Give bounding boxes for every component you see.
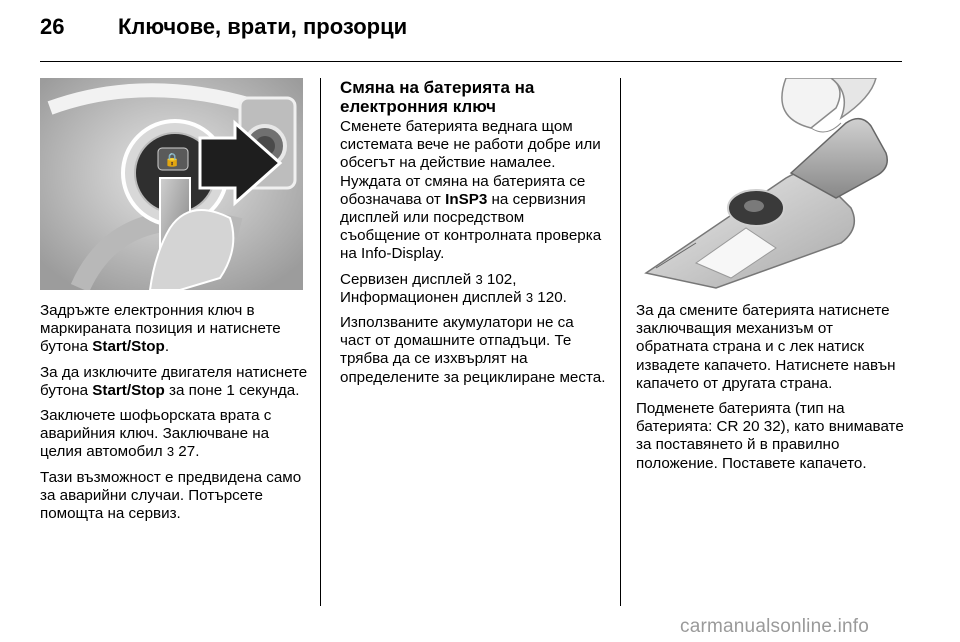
paragraph: Подменете батерията (тип на батерията: CR 20 32), като внимавате за поставянето й в правилно положение. Поставете капачето. (636, 400, 904, 472)
page-number: 26 (40, 14, 65, 39)
column-2-text (340, 78, 608, 394)
text-run: . (562, 288, 567, 306)
column-3-text (636, 302, 906, 480)
key-fob-slot-illustration (40, 78, 303, 290)
paragraph: Използваните акумулатори не са част от домашните отпадъци. Те трябва да се изхвърлят на определените за рециклиране места. (340, 314, 606, 386)
text-run: . (164, 338, 170, 356)
paragraph (40, 302, 312, 357)
paragraph (40, 364, 312, 400)
svg-text:🔒: 🔒 (164, 153, 181, 168)
page-ref-arrow-icon: 3 (475, 271, 483, 287)
text-run: Сменете батерията веднага щом системата вече не работи добре или обсегът на действие намалее. Нуждата от смяна на батерията се обозначава от (340, 118, 601, 208)
page-ref-arrow-icon: 3 (166, 444, 175, 460)
text-run: Заключете шофьорската врата с аварийния ключ. Заключване на целия автомобил (40, 407, 272, 461)
text-run: на сервизния дисплей или посредством съобщение от контролната проверка на Info-Display. (340, 190, 602, 263)
header-rule (40, 61, 902, 62)
text-run: За да изключите двигателя натиснете бутона (40, 363, 308, 399)
text-run: Сервизен дисплей (340, 270, 476, 288)
page-ref-link[interactable]: 120 (537, 288, 563, 306)
page-ref-link[interactable]: 102 (486, 270, 513, 288)
key-fob-battery-illustration (636, 78, 902, 290)
section-heading: Смяна на батерията на електронния ключ (340, 78, 535, 116)
button-name-start-stop: Start/Stop (92, 338, 165, 356)
display-code: InSP3 (445, 190, 488, 208)
page-header (40, 14, 407, 54)
chapter-title: Ключове, врати, прозорци (118, 14, 408, 39)
paragraph: Тази възможност е предвидена само за аварийни случаи. Потърсете помощта на сервиз. (40, 468, 302, 523)
page-ref-link[interactable]: 27 (178, 443, 196, 461)
column-divider-2 (620, 78, 621, 606)
text-run: за поне 1 секунда. (164, 381, 300, 399)
watermark: carmanualsonline.info (680, 616, 870, 637)
button-name-start-stop: Start/Stop (92, 381, 165, 399)
paragraph: За да смените батерията натиснете заключващия механизъм от обратната страна и с лек натиск извадете капачето. Натиснете навън капачето от другата страна. (636, 302, 896, 392)
page-ref-arrow-icon: 3 (525, 289, 534, 305)
paragraph (340, 271, 608, 307)
column-divider-1 (320, 78, 321, 606)
text-run: , Информационен дисплей (340, 270, 526, 306)
text-run: Задръжте електронния ключ в маркираната позиция и натиснете бутона (40, 302, 281, 356)
text-run: . (195, 443, 200, 461)
column-1-text (40, 302, 312, 530)
paragraph (40, 407, 312, 462)
paragraph (340, 118, 608, 264)
